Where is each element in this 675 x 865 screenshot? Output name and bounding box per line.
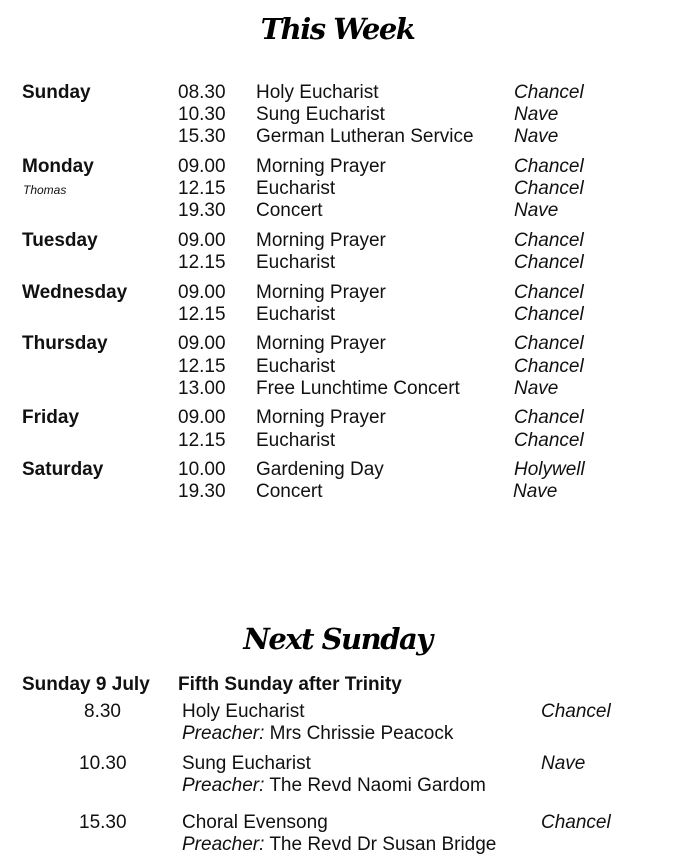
- service-location: Chancel: [514, 304, 584, 325]
- service-location: Nave: [514, 378, 559, 399]
- service-location: Chancel: [514, 430, 584, 451]
- service-location: Nave: [541, 753, 586, 774]
- preacher-label: Preacher:: [182, 775, 265, 796]
- service-name: Holy Eucharist: [182, 701, 305, 722]
- service-name: Choral Evensong: [182, 812, 328, 833]
- service-location: Chancel: [514, 82, 584, 103]
- preacher-line: [182, 723, 453, 745]
- next-sunday-date: Sunday 9 July: [22, 674, 150, 695]
- service-location: Chancel: [514, 252, 584, 273]
- service-name: Eucharist: [256, 252, 336, 273]
- service-name: Holy Eucharist: [256, 82, 379, 103]
- service-name: Morning Prayer: [256, 282, 386, 303]
- preacher-name: The Revd Dr Susan Bridge: [269, 834, 497, 855]
- schedule-row: [0, 82, 675, 106]
- service-name: Gardening Day: [256, 459, 384, 480]
- preacher-label: Preacher:: [182, 834, 265, 855]
- service-name: Morning Prayer: [256, 333, 386, 354]
- service-location: Chancel: [541, 701, 611, 722]
- service-time: 19.30: [178, 200, 226, 221]
- service-time: 12.15: [178, 304, 226, 325]
- schedule-row: [0, 304, 675, 328]
- service-location: Nave: [514, 104, 559, 125]
- service-time: 19.30: [178, 481, 226, 502]
- day-label: Saturday: [22, 459, 104, 480]
- service-time: 09.00: [178, 282, 226, 303]
- schedule-row: [0, 200, 675, 224]
- service-time: 09.00: [178, 230, 226, 251]
- schedule-row: [0, 282, 675, 306]
- this-week-title: This Week: [260, 12, 415, 46]
- service-time: 09.00: [178, 333, 226, 354]
- liturgical-occasion: Fifth Sunday after Trinity: [178, 674, 402, 695]
- service-name: Sung Eucharist: [256, 104, 385, 125]
- schedule-row: [0, 126, 675, 150]
- service-location: Chancel: [514, 178, 584, 199]
- service-time: 15.30: [178, 126, 226, 147]
- service-name: Eucharist: [256, 178, 336, 199]
- schedule-row: [0, 356, 675, 380]
- day-label: Thursday: [22, 333, 108, 354]
- service-time: 12.15: [178, 356, 226, 377]
- service-time: 10.00: [178, 459, 226, 480]
- service-location: Chancel: [541, 812, 611, 833]
- preacher-name: Mrs Chrissie Peacock: [269, 723, 454, 744]
- service-name: Eucharist: [256, 304, 336, 325]
- schedule-row: [0, 178, 675, 202]
- service-time: 08.30: [178, 82, 226, 103]
- schedule-row: [0, 407, 675, 431]
- service-time: 09.00: [178, 156, 226, 177]
- schedule-row: [0, 252, 675, 276]
- service-time: 12.15: [178, 430, 226, 451]
- next-sunday-title: Next Sunday: [243, 622, 432, 656]
- schedule-row: [0, 430, 675, 454]
- service-name: Free Lunchtime Concert: [256, 378, 460, 399]
- preacher-line: [182, 775, 486, 797]
- service-location: Chancel: [514, 282, 584, 303]
- schedule-row: [0, 459, 675, 483]
- service-time: 12.15: [178, 252, 226, 273]
- service-location: Holywell: [514, 459, 585, 480]
- day-label: Tuesday: [22, 230, 98, 251]
- service-name: German Lutheran Service: [256, 126, 474, 147]
- schedule-row: [0, 104, 675, 128]
- preacher-name: The Revd Naomi Gardom: [269, 775, 486, 796]
- day-label: Sunday: [22, 82, 91, 103]
- service-location: Chancel: [514, 356, 584, 377]
- schedule-row: [0, 378, 675, 402]
- service-name: Morning Prayer: [256, 156, 386, 177]
- day-label: Monday: [22, 156, 94, 177]
- service-location: Chancel: [514, 407, 584, 428]
- schedule-row: [0, 481, 675, 505]
- day-label: Friday: [22, 407, 80, 428]
- service-time: 12.15: [178, 178, 226, 199]
- schedule-row: [0, 230, 675, 254]
- preacher-line: [182, 834, 496, 856]
- service-location: Nave: [514, 126, 559, 147]
- schedule-row: [0, 156, 675, 180]
- service-time: 10.30: [178, 104, 226, 125]
- service-location: Chancel: [514, 156, 584, 177]
- day-label: Wednesday: [22, 282, 128, 303]
- service-name: Concert: [256, 200, 323, 221]
- service-time: 10.30: [79, 753, 127, 774]
- service-time: 13.00: [178, 378, 226, 399]
- service-location: Chancel: [514, 333, 584, 354]
- schedule-row: [0, 333, 675, 357]
- service-name: Eucharist: [256, 356, 336, 377]
- service-location: Nave: [513, 481, 558, 502]
- feast-day-note: Thomas: [23, 183, 67, 197]
- service-time: 09.00: [178, 407, 226, 428]
- service-time: 15.30: [79, 812, 127, 833]
- service-name: Concert: [256, 481, 323, 502]
- service-time: 8.30: [84, 701, 121, 722]
- service-location: Nave: [514, 200, 559, 221]
- service-location: Chancel: [514, 230, 584, 251]
- preacher-label: Preacher:: [182, 723, 265, 744]
- service-name: Morning Prayer: [256, 230, 386, 251]
- service-name: Eucharist: [256, 430, 336, 451]
- service-name: Morning Prayer: [256, 407, 386, 428]
- service-name: Sung Eucharist: [182, 753, 311, 774]
